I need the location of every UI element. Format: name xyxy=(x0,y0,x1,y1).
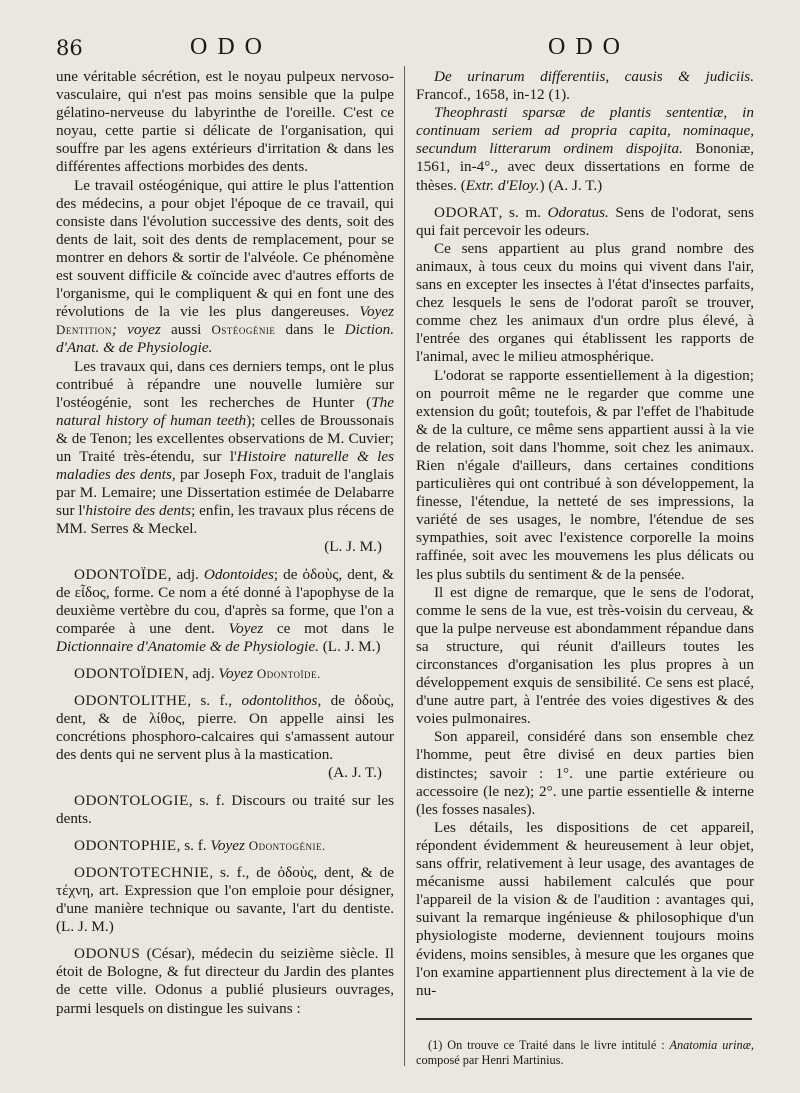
headword: ODONTOPHIE xyxy=(74,836,177,854)
bibliography-item: De urinarum differentiis, causis & judiciis. Francof., 1658, in-12 (1). xyxy=(416,68,754,104)
headword: ODONTOTECHNIE xyxy=(74,863,210,881)
entry-odontoide: ODONTOÏDE, adj. Odontoides; de ὀδοὺς, dent, & de εἶδος, forme. Ce nom a été donné à l'apophyse de la deuxième vertèbre du cou, d'après sa forme, que l'on a comparée à une dent. Voyez ce mot dans le Dictionnaire d'Anatomie & de Physiologie. (L. J. M.) xyxy=(56,565,394,655)
paragraph: Il est digne de remarque, que le sens de l'odorat, comme le sens de la vue, est très-voisin du cerveau, & que la pulpe nerveuse est abondamment répandue dans sa structure, qui réunit d'ailleurs toutes les circonstances d'organisation les plus propres à un développement exquis de sensibilité. Ce sens est placé, d'une autre part, à l'entrée des voies digestives & des voies pulmonaires. xyxy=(416,583,754,728)
paragraph: Les détails, les dispositions de cet appareil, répondent évidemment & heureusement à leur objet, sans offrir, relativement à leur usage, des avantages de mécanisme aussi habilement calculés que pour l'appareil de la vision & de l'audition : avantages qui, suivant la remarque ingénieuse & philosophique d'un physiologiste moderne, deviennent toujours moins évidens, moins sensibles, à mesure que les organes que l'on examine appartiennent plus directement à la vie de nu- xyxy=(416,818,754,999)
headword: ODONTOLITHE xyxy=(74,692,188,710)
column-divider xyxy=(404,66,405,1066)
signature: (L. J. M.) xyxy=(324,538,382,556)
headword: ODONTOLOGIE xyxy=(74,791,189,809)
entry-odontolithe: ODONTOLITHE, s. f., odontolithos, de ὀδοὺς, dent, & de λίθος, pierre. On appelle ainsi les concrétions phosphoro-calcaires qui s'amassent autour des dents qui ne servent plus à la mastication. xyxy=(56,692,394,764)
entry-odontoidien: ODONTOÏDIEN, adj. Voyez Odontoïde. xyxy=(74,665,321,682)
footnote-rule xyxy=(416,1018,752,1020)
entry-odonus: ODONUS (César), médecin du seizième siècle. Il étoit de Bologne, & fut directeur du Jardin des plantes de cette ville. Odonus a publié plusieurs ouvrages, parmi lesquels on distingue les suivans : xyxy=(56,945,395,1017)
paragraph: Le travail ostéogénique, qui attire le plus l'attention des médecins, a pour objet l'époque de ce travail, qui consiste dans l'évolution successive des dents, soit des dents de lait, soit des dents de remplacement, pour se montrer en dehors & sortir de l'alvéole. Ce phénomène est souvent difficile & coïncide avec d'autres efforts de l'organisme, qui le compliquent & qui en font une des révolutions de la vie les plus dangereuses. Voyez Dentition; voyez aussi Ostéogénie dans le Diction. d'Anat. & de Physiologie. xyxy=(56,176,395,357)
paragraph: Les travaux qui, dans ces derniers temps, ont le plus contribué à répandre une nouvelle lumière sur l'ostéogénie, sont les recherches de Hunter (The natural history of human teeth); celles de Broussonais & de Tenon; les excellentes observations de M. Cuvier; un Traité très-étendu, sur l'Histoire naturelle & les maladies des dents, par Joseph Fox, traduit de l'anglais par M. Lemaire; une Dissertation estimée de Delabarre sur l'histoire des dents; enfin, les travaux plus récens de MM. Serres & Meckel. xyxy=(56,357,394,538)
left-column xyxy=(56,68,394,1018)
entry-odontophie: ODONTOPHIE, s. f. Voyez Odontogénie. xyxy=(74,836,326,854)
running-head-right: ODO xyxy=(548,34,630,60)
page-number: 86 xyxy=(56,36,83,60)
paragraph: Son appareil, considéré dans son ensemble chez l'homme, peut être divisé en deux parties bien distinctes; savoir : 1°. une partie extérieure ou accessoire (le nez); 2°. une partie essentielle & interne (les fosses nasales). xyxy=(416,728,754,818)
headword: ODORAT xyxy=(434,203,499,221)
entry-odontologie: ODONTOLOGIE, s. f. Discours ou traité sur les dents. xyxy=(56,791,394,827)
page-header xyxy=(0,34,800,64)
bibliography-item: Theophrasti sparsæ de plantis sententiæ, in continuam seriem ad propria capita, nominaque, secundum litterarum ordinem dispojita. Bononiæ, 1561, in-4°., avec deux dissertations en forme de thèses. (Extr. d'Eloy.) (A. J. T.) xyxy=(416,104,754,194)
headword: ODONUS xyxy=(74,945,141,963)
signature: (A. J. T.) xyxy=(328,764,382,782)
headword: ODONTOÏDIEN xyxy=(74,665,185,682)
entry-odorat: ODORAT, s. m. Odoratus. Sens de l'odorat, sens qui fait percevoir les odeurs. xyxy=(416,203,755,239)
right-column xyxy=(416,68,754,1000)
footnote: (1) On trouve ce Traité dans le livre intitulé : Anatomia urinæ, composé par Henri Martinius. xyxy=(416,1038,754,1068)
paragraph: une véritable sécrétion, est le noyau pulpeux nervoso-vasculaire, qui n'est pas moins sensible que la pulpe gélatino-nerveuse du labyrinthe de l'oreille. C'est ce noyau, cette partie si délicate de l'organisation, qui souffre par les agens extérieurs d'irritation & dans les différentes affections morbides des dents. xyxy=(56,68,394,176)
paragraph: Ce sens appartient au plus grand nombre des animaux, à tous ceux du moins qui vivent dans l'air, sans en excepter les insectes à l'état d'insectes parfaits, chez lesquels le sens de l'odorat paroît se trouver, comme chez les animaux d'un ordre plus élevé, à l'entrée des organes qui établissent les rapports de l'animal, avec le milieu atmosphérique. xyxy=(416,239,754,366)
running-head-left: ODO xyxy=(190,34,272,60)
paragraph: L'odorat se rapporte essentiellement à la digestion; on pourroit même ne le regarder que comme une extension du goût; toutefois, & par l'effet de l'habitude & de la culture, ce même sens appartient aussi à la vie de relation, soit dans l'homme, soit chez les animaux. Rien n'égale d'ailleurs, dans certaines conditions particulières qui ont contribué à son développement, la finesse, l'étendue, la netteté de ses impressions, la variété de ses usages, le nombre, l'étendue de ses sympathies, soit avec l'existence corporelle la moins raffinée, soit avec les mouvemens les plus délicats ou les plus subtils du sentiment & de la pensée. xyxy=(416,366,754,583)
entry-odontotechnie: ODONTOTECHNIE, s. f., de ὀδοὺς, dent, & de τέχνη, art. Expression que l'on emploie pour désigner, d'une manière technique ou savante, l'art du dentiste. (L. J. M.) xyxy=(56,863,394,936)
headword: ODONTOÏDE xyxy=(74,565,168,583)
